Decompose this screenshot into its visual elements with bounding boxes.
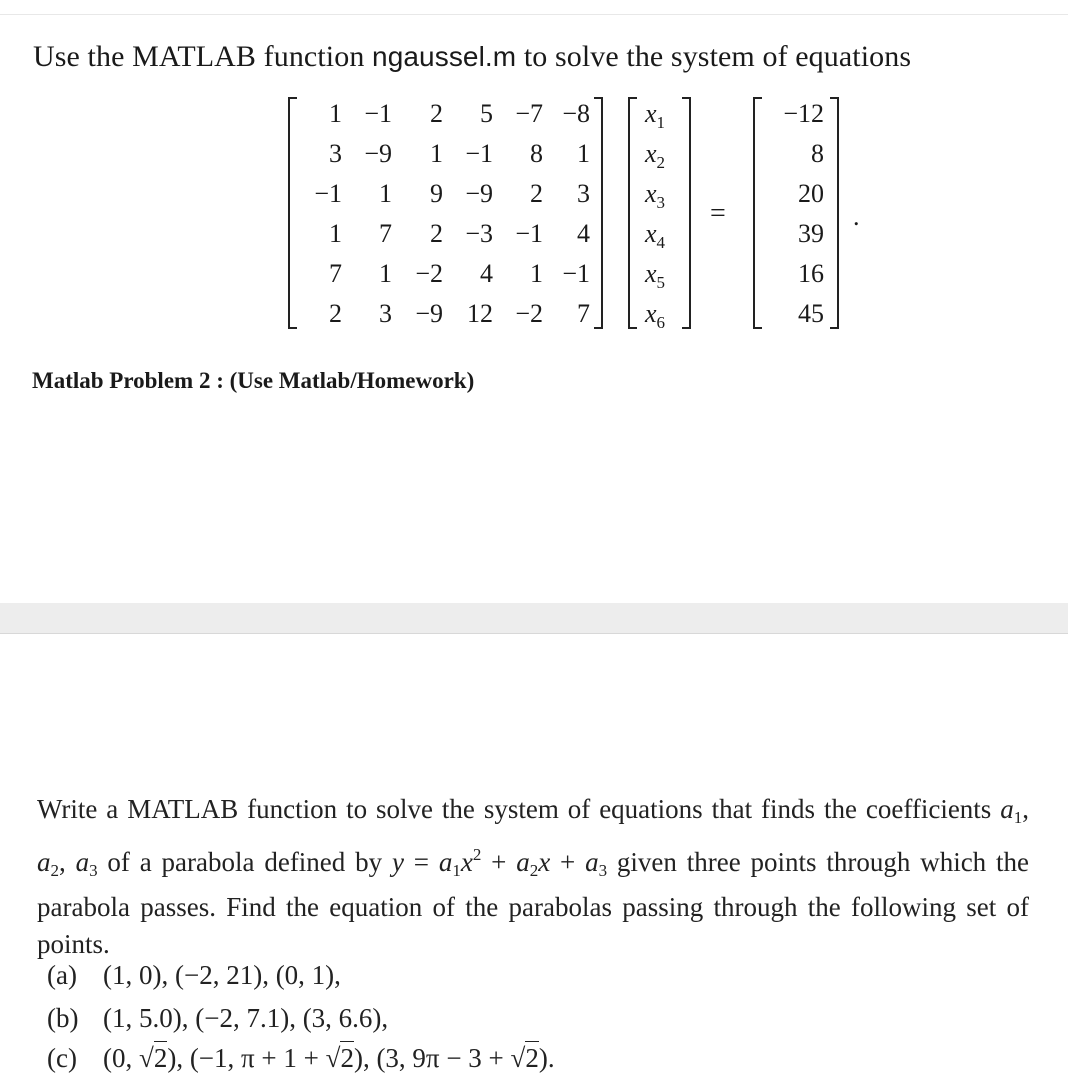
matrix-cell: 1 [379, 259, 392, 288]
matrix-cell: 3 [329, 139, 342, 168]
sqrt-symbol: √2 [510, 1043, 539, 1073]
rhs-right-bracket [830, 97, 839, 329]
matrix-cell: −1 [465, 139, 493, 168]
vector-right-bracket [682, 97, 691, 329]
rhs-entry: 16 [798, 259, 824, 288]
matrix-cell: 4 [480, 259, 493, 288]
matrix-cell: 1 [329, 219, 342, 248]
rhs-left-bracket [753, 97, 762, 329]
rhs-entry: 39 [798, 219, 824, 248]
matrix-cell: 1 [430, 139, 443, 168]
matrix-cell: −1 [515, 219, 543, 248]
matrix-cell: 7 [379, 219, 392, 248]
matrix-cell: 2 [430, 219, 443, 248]
matrix-cell: −9 [465, 179, 493, 208]
matrix-cell: 2 [329, 299, 342, 328]
matrix-cell: 12 [467, 299, 493, 328]
rhs-entry: 8 [811, 139, 824, 168]
variable-entry: $x_3$ [645, 179, 666, 212]
rhs-entry: −12 [783, 99, 824, 128]
matrix-cell: 1 [329, 99, 342, 128]
variable-entry: $x_2$ [645, 139, 666, 172]
period: . [853, 202, 860, 231]
matrix-cell: −1 [562, 259, 590, 288]
section-separator [0, 603, 1068, 633]
question-1-text: Use the MATLAB function ngaussel.m to solve the system of equations [33, 40, 912, 73]
matrix-cell: −9 [415, 299, 443, 328]
matrix-cell: −2 [515, 299, 543, 328]
variable-entry: $x_5$ [645, 259, 666, 292]
sqrt-symbol: √2 [325, 1043, 354, 1073]
matrix-left-bracket [288, 97, 297, 329]
matrix-cell: 9 [430, 179, 443, 208]
matrix-cell: −8 [562, 99, 590, 128]
point-set-a: (a) (1, 0), (−2, 21), (0, 1), [47, 960, 341, 990]
matrix-cell: 4 [577, 219, 590, 248]
matrix-cell: 1 [379, 179, 392, 208]
rhs-entry: 45 [798, 299, 824, 328]
matrix-cell: 8 [530, 139, 543, 168]
matrix-cell: 7 [577, 299, 590, 328]
matrix-cell: −1 [314, 179, 342, 208]
sqrt-symbol: √2 [139, 1043, 168, 1073]
point-set-b: (b) (1, 5.0), (−2, 7.1), (3, 6.6), [47, 1003, 389, 1033]
problem-heading: Matlab Problem 2 : (Use Matlab/Homework) [32, 368, 475, 393]
function-name: ngaussel.m [372, 41, 517, 72]
matrix-cell: −1 [364, 99, 392, 128]
matrix-cell: 1 [577, 139, 590, 168]
variable-entry: $x_1$ [645, 99, 666, 132]
matrix-cell: 3 [379, 299, 392, 328]
rhs-entry: 20 [798, 179, 824, 208]
variable-entry: $x_4$ [645, 219, 666, 252]
matrix-cell: 1 [530, 259, 543, 288]
vector-left-bracket [628, 97, 637, 329]
matrix-cell: 3 [577, 179, 590, 208]
matrix-cell: 5 [480, 99, 493, 128]
matrix-cell: −7 [515, 99, 543, 128]
matrix-cell: −3 [465, 219, 493, 248]
matrix-cell: −9 [364, 139, 392, 168]
separator-line [0, 633, 1068, 634]
variable-entry: $x_6$ [645, 299, 666, 332]
top-divider [0, 14, 1068, 15]
matrix-cell: −2 [415, 259, 443, 288]
equals-sign: = [710, 198, 726, 229]
matrix-cell: 2 [530, 179, 543, 208]
matrix-cell: 7 [329, 259, 342, 288]
matrix-right-bracket [594, 97, 603, 329]
matrix-cell: 2 [430, 99, 443, 128]
point-set-c: (c) (0, √2), (−1, π + 1 + √2), (3, 9π − 3 + √2). [47, 1043, 555, 1073]
question-2-text: Write a MATLAB function to solve the system of equations that finds the coefficients $a_1$, $a_2$, $a_3$ of a parabola defined by $y = a_1x^2 + a_2x + a_3$ given three points through which the parabola passes. Find the equation of the parabolas passing through the following set of points. [37, 794, 1029, 959]
